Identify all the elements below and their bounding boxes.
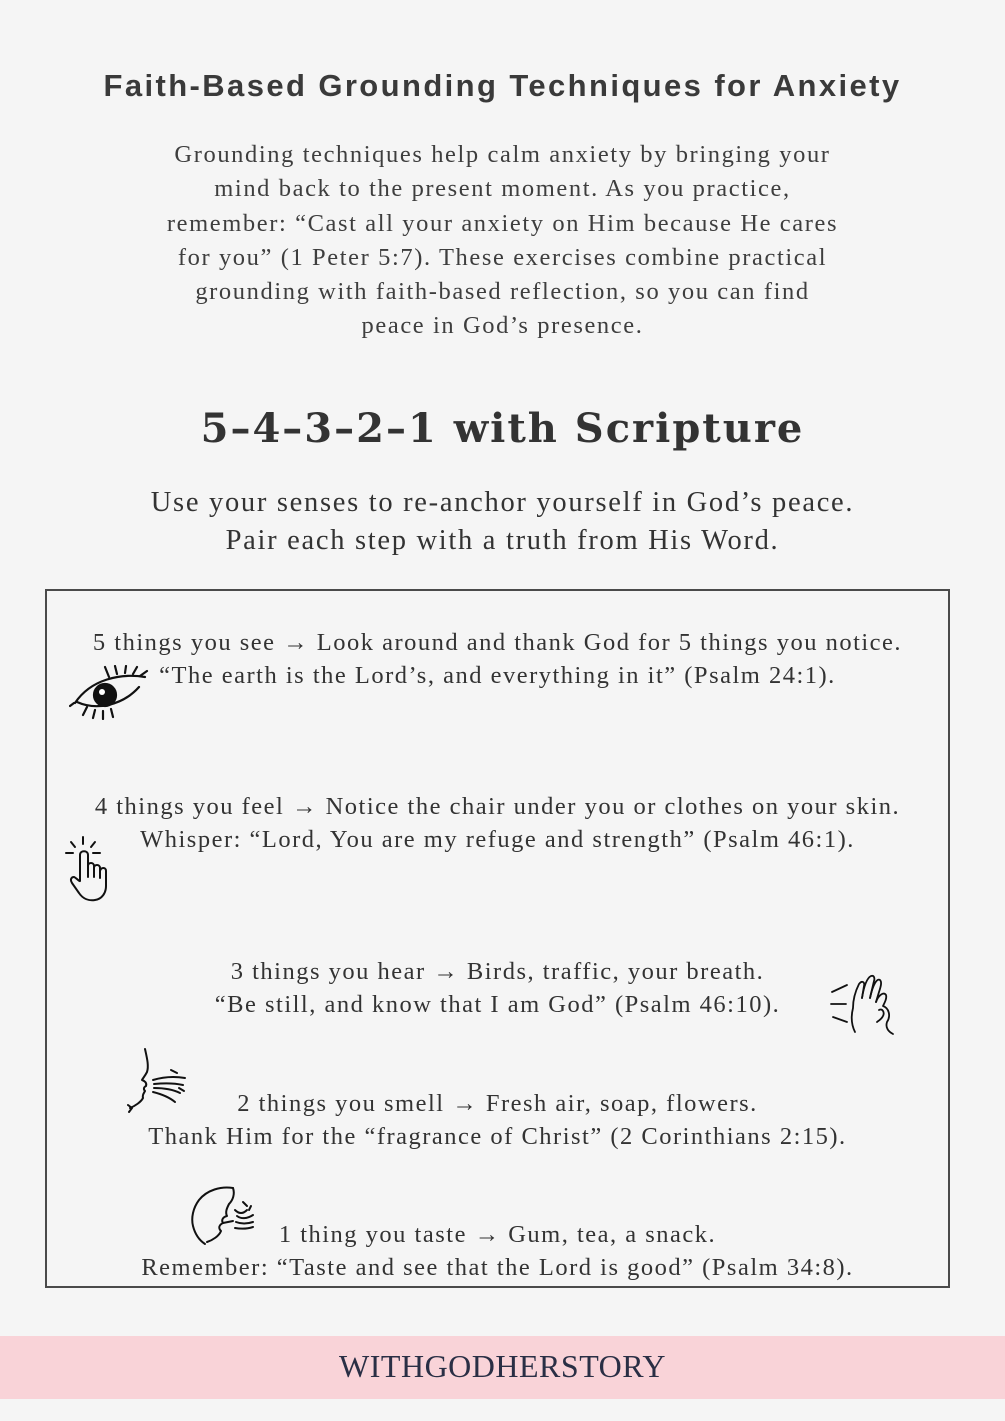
step-instruction: 5 things you see → Look around and thank God for 5 things you notice. [92, 629, 903, 656]
mouth-taste-icon [187, 1184, 257, 1250]
step-feel [62, 790, 933, 856]
section-subtitle-line: Use your senses to re-anchor yourself in God’s peace. [150, 487, 855, 518]
step-instruction: 3 things you hear → Birds, traffic, your breath. [230, 958, 765, 985]
step-scripture: Thank Him for the “fragrance of Christ” (2 Corinthians 2:15). [148, 1123, 847, 1150]
section-subtitle-line: Pair each step with a truth from His Word. [225, 524, 780, 556]
intro-paragraph: Grounding techniques help calm anxiety by bringing your mind back to the present moment. As you practice, remember: “Cast all your anxiety on Him because He cares for you” (1 Peter 5:7). These exercises combine practical grounding with faith-based reflection, so you can find peace in God’s presence. [166, 141, 839, 340]
touch-hand-icon [63, 835, 111, 905]
step-scripture: Whisper: “Lord, You are my refuge and strength” (Psalm 46:1). [140, 826, 855, 853]
step-instruction: 4 things you feel → Notice the chair under you or clothes on your skin. [94, 793, 901, 820]
footer-band [0, 1336, 1005, 1399]
page-title: Faith-Based Grounding Techniques for Anxiety [103, 68, 902, 103]
step-see [62, 626, 933, 692]
step-instruction: 2 things you smell → Fresh air, soap, flowers. [237, 1090, 758, 1117]
eye-icon [69, 665, 149, 720]
step-scripture: “Be still, and know that I am God” (Psalm 46:10). [214, 991, 781, 1018]
step-scripture: Remember: “Taste and see that the Lord is good” (Psalm 34:8). [141, 1254, 854, 1281]
brand-name: WITHGODHERSTORY [339, 1348, 666, 1384]
step-instruction: 1 thing you taste → Gum, tea, a snack. [278, 1221, 717, 1248]
nose-smell-icon [127, 1046, 189, 1116]
step-hear [62, 955, 933, 1021]
section-subtitle [60, 484, 945, 559]
steps-box [45, 589, 950, 1288]
step-smell [62, 1087, 933, 1153]
ear-listening-icon [829, 972, 897, 1038]
section-title: 5–4–3–2–1 with Scripture [200, 405, 805, 452]
step-scripture: “The earth is the Lord’s, and everything in it” (Psalm 24:1). [159, 662, 836, 689]
